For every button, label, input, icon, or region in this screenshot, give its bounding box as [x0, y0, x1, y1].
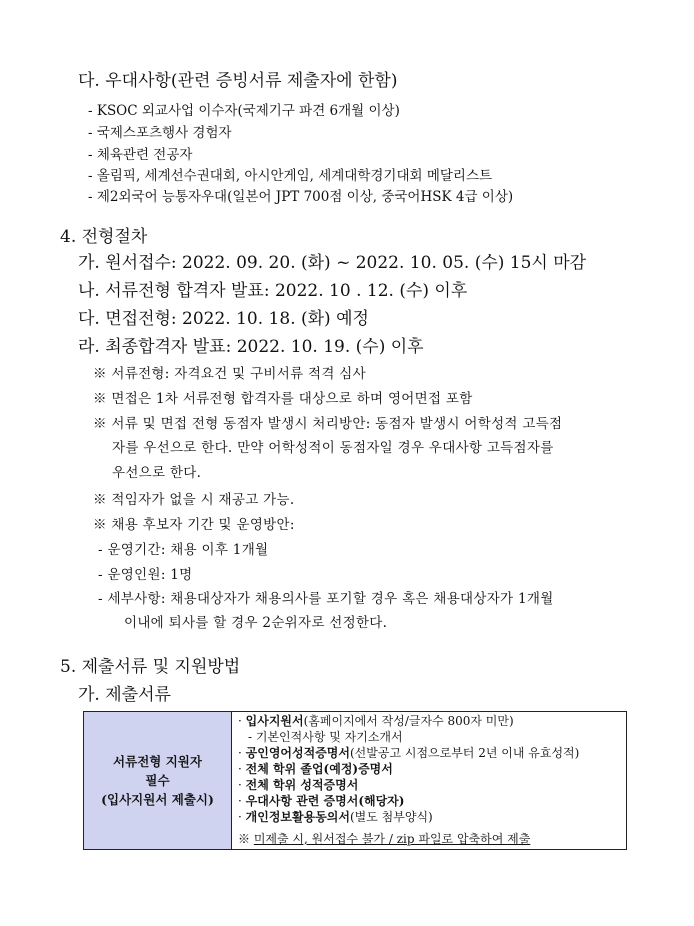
document-subitem: - 기본인적사항 및 자기소개서 [248, 730, 403, 744]
document-item: · 전체 학위 성적증명서 [238, 778, 359, 792]
preference-item: - 올림픽, 세계선수권대회, 아시안게임, 세계대학경기대회 메달리스트 [88, 168, 493, 184]
note-line: - 세부사항: 채용대상자가 채용의사를 포기할 경우 혹은 채용대상자가 1개월 [98, 591, 554, 607]
section-5-heading: 5. 제출서류 및 지원방법 [60, 657, 241, 677]
note-line: ※ 적임자가 없을 시 재공고 가능. [93, 492, 295, 508]
process-step: 라. 최종합격자 발표: 2022. 10. 19. (수) 이후 [78, 337, 424, 357]
document-item: · 우대사항 관련 증명서(해당자) [238, 794, 405, 808]
note-line: - 운영기간: 채용 이후 1개월 [98, 542, 269, 558]
preference-item: - 제2외국어 능통자우대(일본어 JPT 700점 이상, 중국어HSK 4급 이상) [88, 189, 514, 205]
documents-subheading: 가. 제출서류 [78, 685, 171, 705]
documents-table [83, 711, 627, 850]
note-line: ※ 면접은 1차 서류전형 합격자를 대상으로 하며 영어면접 포함 [93, 391, 473, 407]
note-line: 자를 우선으로 한다. 만약 어학성적이 동점자일 경우 우대사항 고득점자를 [112, 440, 554, 456]
document-item: · 입사지원서(홈페이지에서 작성/글자수 800자 미만) [238, 714, 514, 728]
section-4-heading: 4. 전형절차 [60, 227, 148, 247]
note-line: ※ 서류전형: 자격요건 및 구비서류 적격 심사 [93, 366, 366, 382]
header-line: 필수 [145, 773, 170, 788]
preference-heading: 다. 우대사항(관련 증빙서류 제출자에 한함) [78, 71, 398, 91]
note-line: ※ 서류 및 면접 전형 동점자 발생시 처리방안: 동점자 발생시 어학성적 고득점 [93, 416, 563, 432]
note-line: - 운영인원: 1명 [98, 567, 193, 583]
process-step: 나. 서류전형 합격자 발표: 2022. 10 . 12. (수) 이후 [78, 281, 468, 301]
document-item: · 개인정보활용동의서(별도 첨부양식) [238, 810, 433, 824]
document-item: · 공인영어성적증명서(선발공고 시점으로부터 2년 이내 유효성적) [238, 746, 580, 760]
header-line: 서류전형 지원자 [113, 754, 202, 769]
document-item: · 전체 학위 졸업(예정)증명서 [238, 762, 393, 776]
documents-list [232, 712, 627, 850]
process-step: 다. 면접전형: 2022. 10. 18. (화) 예정 [78, 309, 369, 329]
submission-note: ※ 미제출 시, 원서접수 불가 / zip 파일로 압축하여 제출 [238, 832, 531, 846]
preference-item: - KSOC 외교사업 이수자(국제기구 파견 6개월 이상) [88, 103, 400, 119]
preference-item: - 국제스포츠행사 경험자 [88, 125, 232, 141]
process-step: 가. 원서접수: 2022. 09. 20. (화) ~ 2022. 10. 05. (수) 15시 마감 [78, 253, 587, 273]
note-line: ※ 채용 후보자 기간 및 운영방안: [93, 517, 295, 533]
documents-table-header [84, 712, 232, 850]
header-line: (입사지원서 제출시) [101, 792, 214, 807]
note-line: 이내에 퇴사를 할 경우 2순위자로 선정한다. [124, 615, 388, 631]
preference-item: - 체육관련 전공자 [88, 147, 193, 163]
note-line: 우선으로 한다. [112, 465, 202, 481]
